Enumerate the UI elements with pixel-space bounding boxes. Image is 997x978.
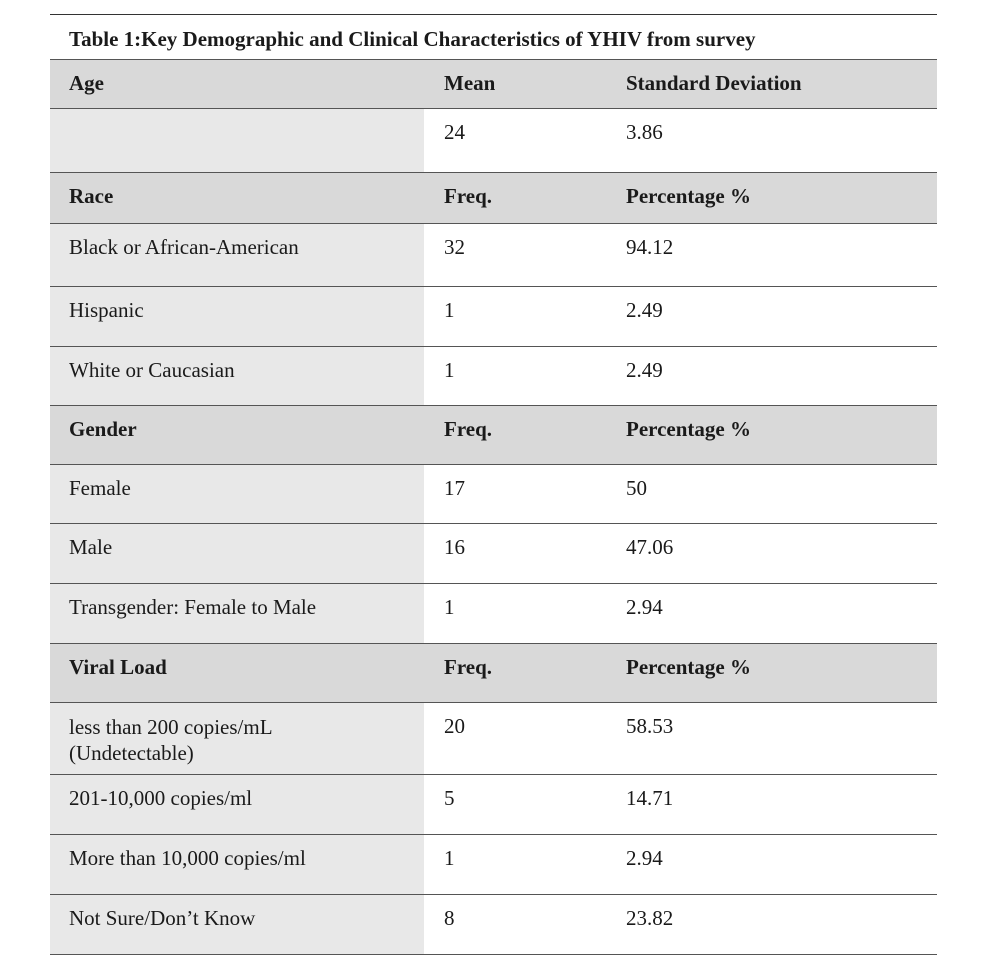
row-value: 2.94 <box>608 584 937 644</box>
row-value: 2.49 <box>608 287 937 347</box>
row-label: less than 200 copies/mL (Undetectable) <box>50 703 424 775</box>
header-cell: Freq. <box>424 644 608 703</box>
row-label: 201-10,000 copies/ml <box>50 775 424 835</box>
header-cell: Gender <box>50 406 424 465</box>
document-page <box>50 14 937 955</box>
row-value: 23.82 <box>608 895 937 955</box>
header-cell: Mean <box>424 60 608 109</box>
row-value: 5 <box>424 775 608 835</box>
row-value: 1 <box>424 584 608 644</box>
table-row <box>50 584 937 644</box>
row-label: Hispanic <box>50 287 424 347</box>
table-row <box>50 835 937 895</box>
row-value: 58.53 <box>608 703 937 775</box>
header-cell: Freq. <box>424 406 608 465</box>
section-header-age <box>50 60 937 109</box>
row-value: 1 <box>424 835 608 895</box>
table-row <box>50 109 937 173</box>
row-value: 8 <box>424 895 608 955</box>
row-value: 17 <box>424 465 608 524</box>
row-value: 14.71 <box>608 775 937 835</box>
header-cell: Age <box>50 60 424 109</box>
row-label: Not Sure/Don’t Know <box>50 895 424 955</box>
header-cell: Percentage % <box>608 644 937 703</box>
row-value: 16 <box>424 524 608 584</box>
row-value: 1 <box>424 287 608 347</box>
row-value: 47.06 <box>608 524 937 584</box>
header-cell: Viral Load <box>50 644 424 703</box>
row-value: 50 <box>608 465 937 524</box>
row-value: 1 <box>424 347 608 406</box>
table-row <box>50 287 937 347</box>
table-row <box>50 347 937 406</box>
section-header-race <box>50 173 937 224</box>
row-label: Female <box>50 465 424 524</box>
header-cell: Percentage % <box>608 173 937 224</box>
row-label: Transgender: Female to Male <box>50 584 424 644</box>
row-value: 2.49 <box>608 347 937 406</box>
table-row <box>50 775 937 835</box>
row-value: 32 <box>424 224 608 287</box>
row-label: More than 10,000 copies/ml <box>50 835 424 895</box>
row-label <box>50 109 424 173</box>
header-cell: Standard Deviation <box>608 60 937 109</box>
section-header-viral-load <box>50 644 937 703</box>
row-value: 2.94 <box>608 835 937 895</box>
header-cell: Percentage % <box>608 406 937 465</box>
header-cell: Race <box>50 173 424 224</box>
row-label: White or Caucasian <box>50 347 424 406</box>
row-value: 94.12 <box>608 224 937 287</box>
row-value: 24 <box>424 109 608 173</box>
characteristics-table <box>50 59 937 955</box>
row-label: Male <box>50 524 424 584</box>
table-row <box>50 895 937 955</box>
row-value: 20 <box>424 703 608 775</box>
table-row <box>50 224 937 287</box>
section-header-gender <box>50 406 937 465</box>
row-label: Black or African-American <box>50 224 424 287</box>
table-row <box>50 524 937 584</box>
header-cell: Freq. <box>424 173 608 224</box>
row-value: 3.86 <box>608 109 937 173</box>
table-row <box>50 703 937 775</box>
table-caption: Table 1:Key Demographic and Clinical Characteristics of YHIV from survey <box>69 27 756 51</box>
table-row <box>50 465 937 524</box>
